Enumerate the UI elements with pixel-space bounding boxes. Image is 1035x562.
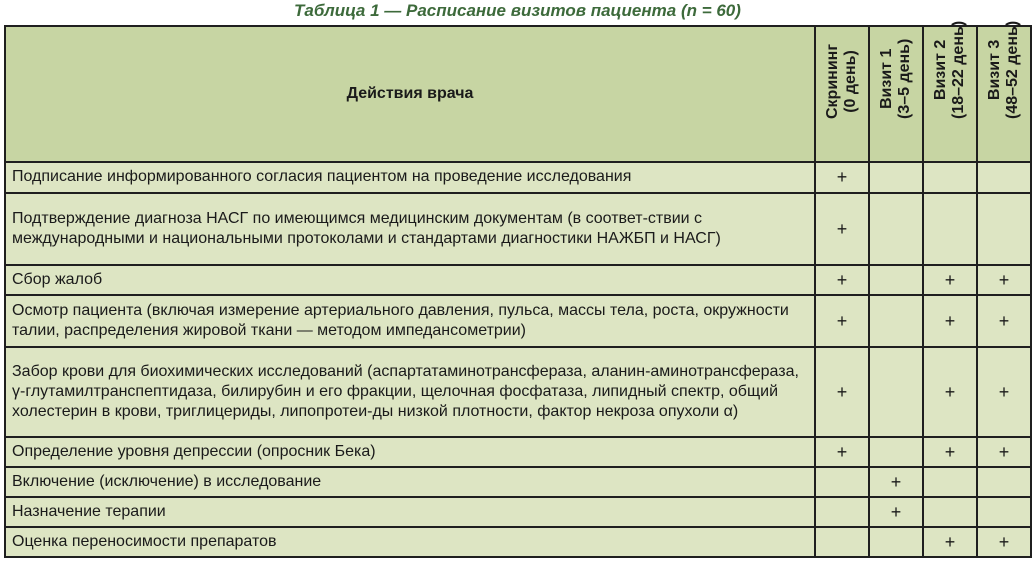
mark-cell: + [923, 265, 977, 295]
mark-cell: + [869, 467, 923, 497]
mark-cell: + [977, 295, 1031, 347]
mark-cell: + [977, 347, 1031, 437]
mark-cell [923, 162, 977, 193]
action-cell: Забор крови для биохимических исследований (аспартатаминотрансфераза, аланин-аминотрансфераза, γ-глутамилтранспептидаза, билирубин и его фракции, щелочная фосфатаза, липидный спектр, общий холестерин в крови, триглицериды, липопротеи-ды низкой плотности, фактор некроза опухоли α) [5, 347, 815, 437]
mark-cell: + [815, 162, 869, 193]
mark-cell: + [815, 295, 869, 347]
mark-cell [815, 527, 869, 557]
mark-cell [977, 497, 1031, 527]
mark-cell: + [923, 347, 977, 437]
mark-cell [869, 193, 923, 265]
mark-cell: + [977, 527, 1031, 557]
table-row [5, 437, 1031, 467]
visit-schedule-table [4, 20, 1032, 558]
action-cell: Осмотр пациента (включая измерение артериального давления, пульса, массы тела, роста, окружности талии, распределения жировой ткани — методом импедансометрии) [5, 295, 815, 347]
action-cell: Назначение терапии [5, 497, 815, 527]
action-cell: Включение (исключение) в исследование [5, 467, 815, 497]
mark-cell: + [923, 295, 977, 347]
table-row [5, 497, 1031, 527]
mark-cell [815, 497, 869, 527]
header-visit-2-days: (18–22 день) [950, 20, 967, 119]
action-cell: Сбор жалоб [5, 265, 815, 295]
header-screening [815, 26, 869, 162]
mark-cell [815, 467, 869, 497]
header-visit-1 [869, 26, 923, 162]
header-visit-1-title: Визит 1 [878, 48, 895, 109]
mark-cell: + [923, 437, 977, 467]
table-row [5, 265, 1031, 295]
mark-cell [977, 467, 1031, 497]
mark-cell [869, 265, 923, 295]
header-action: Действия врача [5, 26, 815, 162]
mark-cell: + [977, 265, 1031, 295]
action-cell: Определение уровня депрессии (опросник Бека) [5, 437, 815, 467]
header-visit-3-title: Визит 3 [986, 39, 1003, 101]
table-caption: Таблица 1 — Расписание визитов пациента (n = 60) [294, 1, 741, 20]
table-row [5, 193, 1031, 265]
header-row [5, 26, 1031, 162]
table-row [5, 162, 1031, 193]
mark-cell [869, 437, 923, 467]
mark-cell [869, 295, 923, 347]
mark-cell: + [815, 437, 869, 467]
table-row [5, 295, 1031, 347]
header-visit-3-days: (48–52 день) [1004, 20, 1021, 119]
header-visit-3 [977, 20, 1031, 162]
header-visit-1-days: (3–5 день) [896, 38, 913, 119]
header-visit-2 [923, 20, 977, 162]
header-screening-title: Скрининг [824, 44, 841, 119]
header-visit-2-title: Визит 2 [932, 39, 949, 101]
mark-cell [977, 162, 1031, 193]
action-cell: Оценка переносимости препаратов [5, 527, 815, 557]
mark-cell [869, 347, 923, 437]
table-row [5, 527, 1031, 557]
mark-cell: + [815, 265, 869, 295]
mark-cell [869, 527, 923, 557]
mark-cell: + [977, 437, 1031, 467]
mark-cell [869, 162, 923, 193]
mark-cell [977, 193, 1031, 265]
mark-cell [923, 193, 977, 265]
mark-cell [923, 467, 977, 497]
mark-cell [923, 497, 977, 527]
mark-cell: + [923, 527, 977, 557]
mark-cell: + [815, 193, 869, 265]
table-row [5, 467, 1031, 497]
header-screening-days: (0 день) [842, 50, 859, 113]
table-row [5, 347, 1031, 437]
mark-cell: + [815, 347, 869, 437]
mark-cell: + [869, 497, 923, 527]
action-cell: Подписание информированного согласия пациентом на проведение исследования [5, 162, 815, 193]
action-cell: Подтверждение диагноза НАСГ по имеющимся медицинским документам (в соответ-ствии с международными и национальными протоколами и стандартами диагностики НАЖБП и НАСГ) [5, 193, 815, 265]
